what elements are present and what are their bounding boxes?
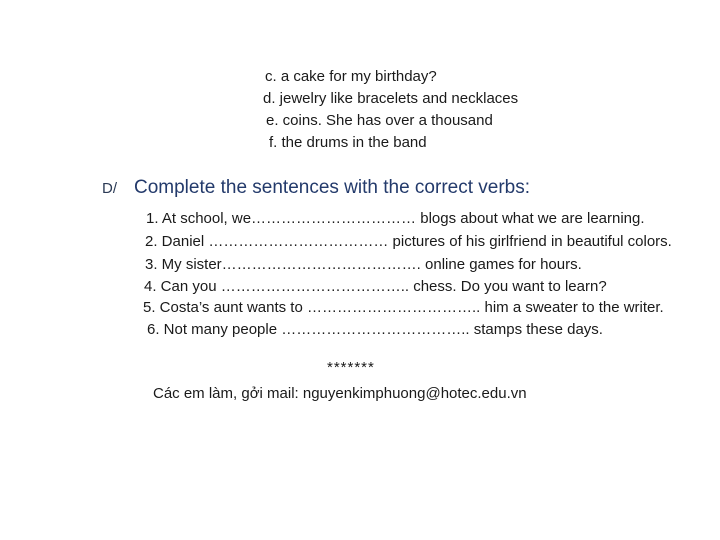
sentence-1: 1. At school, we…………………………… blogs about what we are learning.	[146, 210, 645, 227]
sentence-5: 5. Costa’s aunt wants to …………………………….. him a sweater to the writer.	[143, 299, 664, 316]
sentence-3: 3. My sister…………………………………. online games for hours.	[145, 256, 582, 273]
footer-instruction: Các em làm, gởi mail: nguyenkimphuong@hotec.edu.vn	[153, 385, 527, 402]
option-f: f. the drums in the band	[269, 134, 427, 151]
sentence-6: 6. Not many people ……………………………….. stamps these days.	[147, 321, 603, 338]
sentence-4: 4. Can you ……………………………….. chess. Do you want to learn?	[144, 278, 607, 295]
option-c: c. a cake for my birthday?	[265, 68, 437, 85]
option-e: e. coins. She has over a thousand	[266, 112, 493, 129]
separator-stars: *******	[327, 359, 375, 376]
section-label: D/	[102, 180, 117, 197]
sentence-2: 2. Daniel ……………………………… pictures of his girlfriend in beautiful colors.	[145, 233, 672, 250]
section-title: Complete the sentences with the correct verbs:	[134, 177, 531, 198]
option-d: d. jewelry like bracelets and necklaces	[263, 90, 519, 107]
